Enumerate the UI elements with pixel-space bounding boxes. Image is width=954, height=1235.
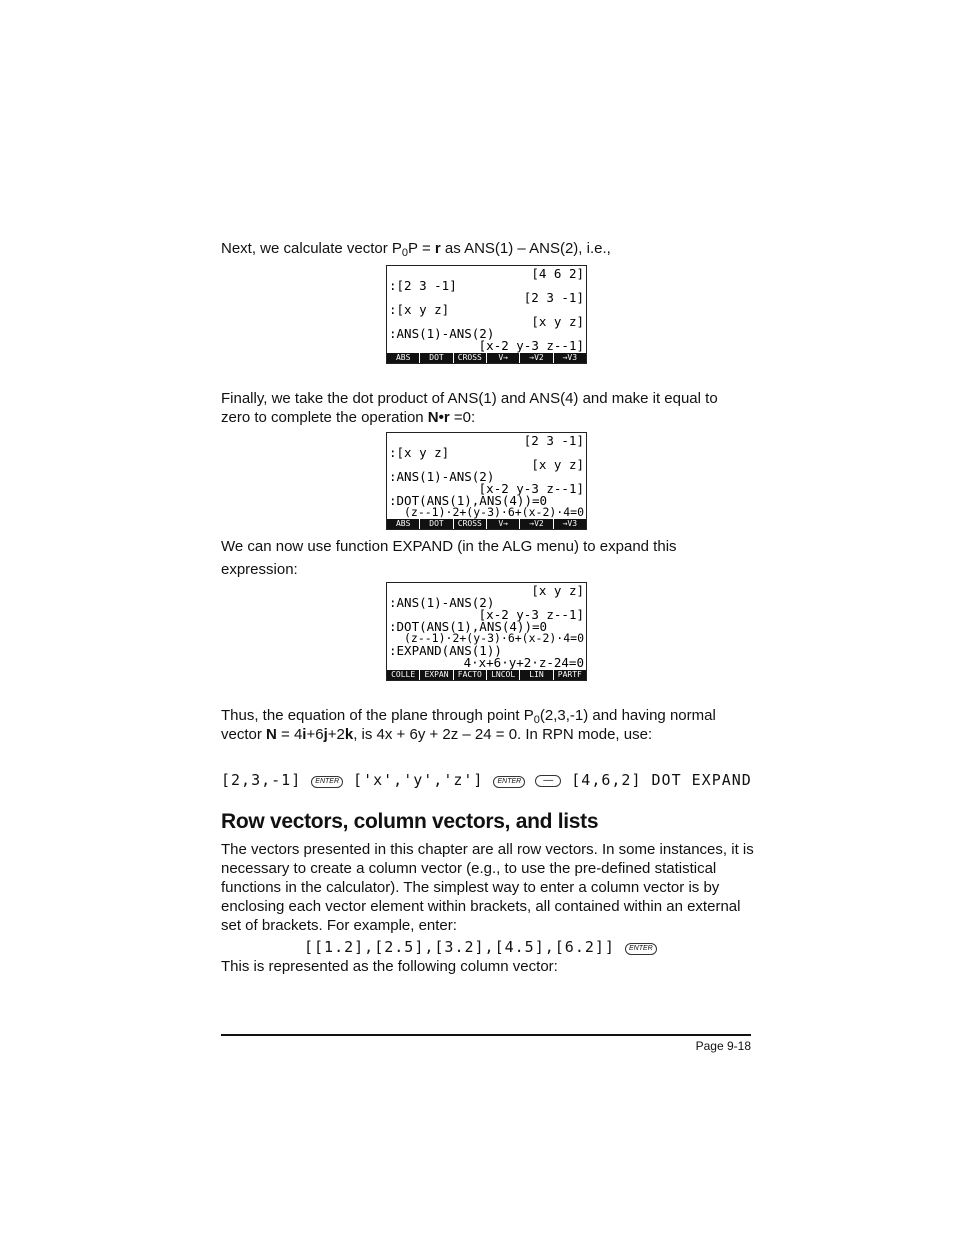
text: vector — [221, 726, 267, 743]
text-line — [221, 408, 761, 427]
soft-menu-bar — [387, 519, 586, 529]
screen-line: :ANS(1)-ANS(2) — [389, 595, 495, 610]
text-line: enclosing each vector element within brackets, all contained within an external — [221, 898, 741, 915]
menu-key-to-v2: →V2 — [520, 519, 552, 529]
menu-key-partfrac: PARTF — [554, 670, 586, 680]
enter-key-icon: ENTER — [625, 943, 657, 955]
bold-vector-n: N — [266, 726, 277, 743]
menu-key-collect: COLLE — [387, 670, 419, 680]
menu-key-lin: LIN — [520, 670, 552, 680]
menu-key-to-v2: →V2 — [520, 353, 552, 363]
text: Next, we calculate vector P — [221, 240, 402, 257]
screen-line: [x-2 y-3 z--1] — [478, 481, 584, 496]
screen-line: :ANS(1)-ANS(2) — [389, 326, 495, 341]
text-line: We can now use function EXPAND (in the ALG menu) to expand this — [221, 538, 677, 555]
minus-key-icon: — — [535, 775, 561, 787]
paragraph-intro — [221, 239, 761, 258]
section-heading: Row vectors, column vectors, and lists — [221, 810, 599, 833]
paragraph-column-vectors — [221, 840, 761, 935]
menu-key-cross: CROSS — [454, 519, 486, 529]
soft-menu-bar — [387, 670, 586, 680]
enter-key-icon: ENTER — [311, 776, 343, 788]
menu-key-lncollect: LNCOL — [487, 670, 519, 680]
screen-line: :[x y z] — [389, 302, 450, 317]
text: +2 — [327, 726, 345, 743]
menu-key-abs: ABS — [387, 353, 419, 363]
screen-line: [2 3 -1] — [523, 433, 584, 448]
screen-line: [x y z] — [531, 457, 584, 472]
calculator-screen-1 — [386, 265, 587, 364]
page-number: Page 9-18 — [695, 1039, 751, 1053]
screen-line: :DOT(ANS(1),ANS(4))=0 — [389, 619, 548, 634]
soft-menu-bar — [387, 353, 586, 363]
calculator-screen-2 — [386, 432, 587, 530]
calculator-screen-3 — [386, 582, 587, 681]
bold-n-dot-r: N•r — [427, 409, 450, 426]
code-text: ['x','y','z'] — [353, 771, 484, 789]
rpn-keystroke-sequence — [221, 771, 752, 789]
menu-key-v-arrow: V→ — [487, 519, 519, 529]
menu-key-factor: FACTO — [454, 670, 486, 680]
text-line: The vectors presented in this chapter are all row vectors. In some instances, it is — [221, 841, 754, 858]
menu-key-dot: DOT — [420, 519, 452, 529]
footer-rule — [221, 1034, 751, 1036]
text: , is 4x + 6y + 2z – 24 = 0. In RPN mode, use: — [353, 726, 653, 743]
screen-line: [x-2 y-3 z--1] — [478, 338, 584, 353]
screen-line: [x y z] — [531, 583, 584, 598]
paragraph-dot-product — [221, 389, 761, 427]
screen-line: :ANS(1)-ANS(2) — [389, 469, 495, 484]
menu-key-expand: EXPAN — [420, 670, 452, 680]
screen-line: [x-2 y-3 z--1] — [478, 607, 584, 622]
text-line: set of brackets. For example, enter: — [221, 917, 457, 934]
text-line: Finally, we take the dot product of ANS(1) and ANS(4) and make it equal to — [221, 390, 718, 407]
menu-key-dot: DOT — [420, 353, 452, 363]
paragraph-column-vector-note: This is represented as the following column vector: — [221, 958, 558, 975]
menu-key-v-arrow: V→ — [487, 353, 519, 363]
menu-key-to-v3: →V3 — [554, 519, 586, 529]
paragraph-plane-equation — [221, 706, 761, 744]
menu-key-to-v3: →V3 — [554, 353, 586, 363]
subscript: 0 — [533, 714, 540, 726]
screen-line: :[x y z] — [389, 445, 450, 460]
text: +6 — [306, 726, 324, 743]
screen-line: [4 6 2] — [531, 266, 584, 281]
text: = 4 — [276, 726, 303, 743]
bold-unit-i: i — [302, 726, 307, 743]
text-line: functions in the calculator). The simplest way to enter a column vector is by — [221, 879, 720, 896]
screen-line: :DOT(ANS(1),ANS(4))=0 — [389, 493, 548, 508]
code-text: [[1.2],[2.5],[3.2],[4.5],[6.2]] — [304, 938, 615, 956]
bold-unit-k: k — [344, 726, 354, 743]
column-vector-entry — [304, 938, 657, 956]
text: zero to complete the operation — [221, 409, 428, 426]
text: =0: — [449, 409, 476, 426]
screen-line: :EXPAND(ANS(1)) — [389, 643, 502, 658]
text-line — [221, 706, 761, 725]
enter-key-icon: ENTER — [493, 776, 525, 788]
text: P = — [408, 240, 435, 257]
subscript: 0 — [401, 247, 409, 259]
text-line: expression: — [221, 561, 298, 578]
screen-line: 4·x+6·y+2·z-24=0 — [463, 655, 584, 670]
text-line: necessary to create a column vector (e.g., to use the pre-defined statistical — [221, 860, 717, 877]
bold-vector-r: r — [434, 240, 441, 257]
text: Thus, the equation of the plane through point P — [221, 707, 534, 724]
screen-line: (z--1)·2+(y-3)·6+(x-2)·4=0 — [403, 631, 584, 645]
screen-line: :[2 3 -1] — [389, 278, 457, 293]
text-line — [221, 725, 761, 744]
text: (2,3,-1) and having normal — [539, 707, 716, 724]
paragraph-expand — [221, 537, 761, 579]
menu-key-cross: CROSS — [454, 353, 486, 363]
screen-line: (z--1)·2+(y-3)·6+(x-2)·4=0 — [403, 505, 584, 519]
screen-line: [x y z] — [531, 314, 584, 329]
text: as ANS(1) – ANS(2), i.e., — [440, 240, 611, 257]
bold-unit-j: j — [323, 726, 328, 743]
screen-line: [2 3 -1] — [523, 290, 584, 305]
menu-key-abs: ABS — [387, 519, 419, 529]
code-text: [2,3,-1] — [221, 771, 302, 789]
code-text: [4,6,2] DOT EXPAND — [571, 771, 752, 789]
